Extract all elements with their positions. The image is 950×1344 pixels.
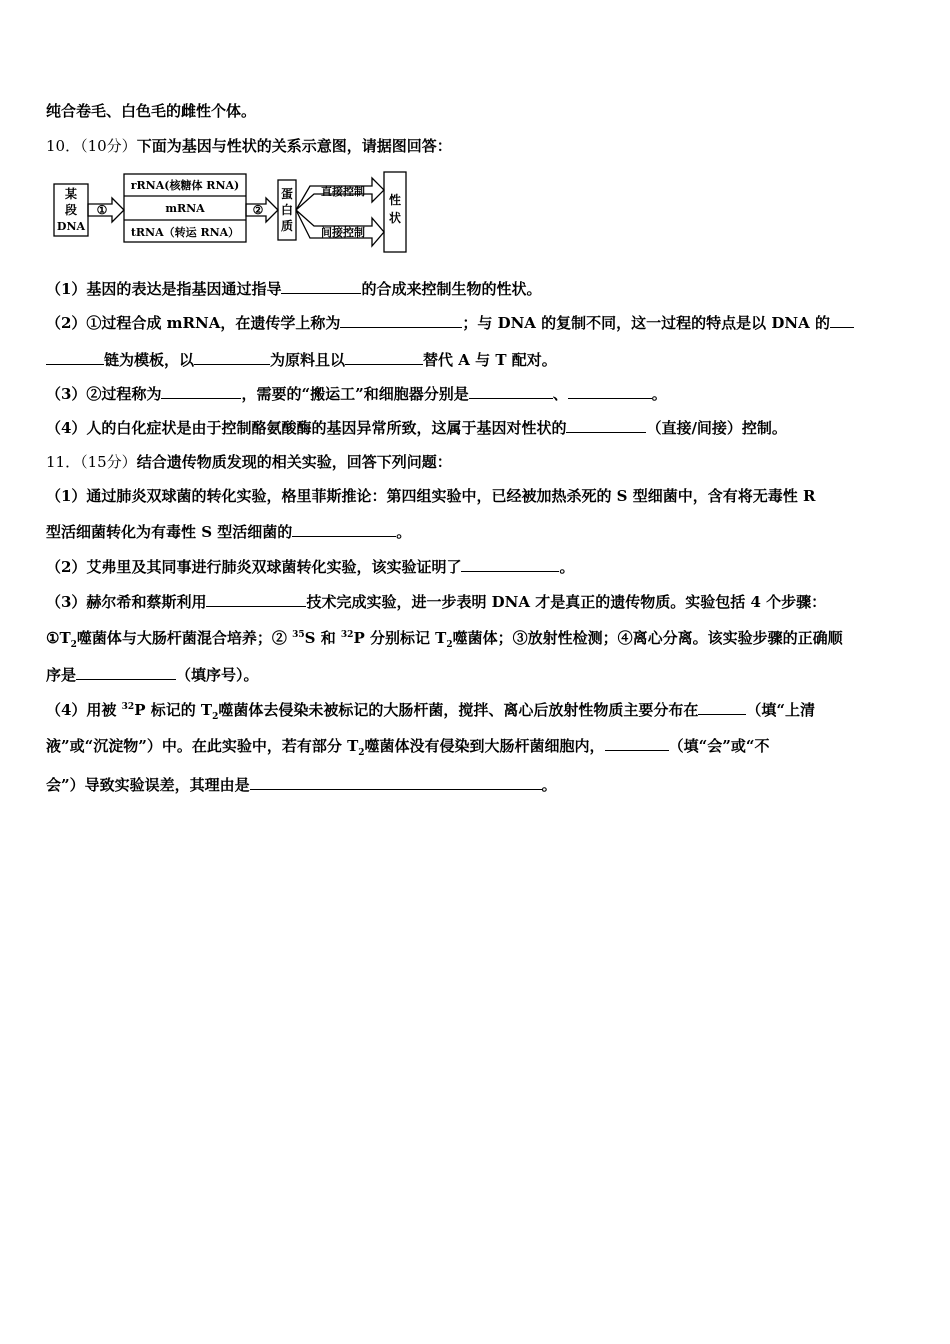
question-11-part-1-cont: 型活细菌转化为有毒性 S 型活细菌的 。 xyxy=(46,523,412,541)
rrna-label: rRNA(核糖体 RNA) xyxy=(130,179,240,192)
mrna-label: mRNA xyxy=(165,202,205,215)
question-stem: 下面为基因与性状的关系示意图，请据图回答： xyxy=(136,137,452,155)
question-11-part-4-cont: 液”或“沉淀物”）中。在此实验中，若有部分 $T_2$噬菌体没有侵染到大肠杆菌细胞内， （填“会”或“不 xyxy=(46,737,770,758)
direct-control-label: 直接控制 xyxy=(321,185,365,198)
question-11-part-3: （3）赫尔希和蔡斯利用 技术完成实验，进一步表明 DNA 才是真正的遗传物质。实验包括 4 个步骤： xyxy=(46,593,827,611)
answer-blank[interactable] xyxy=(566,418,646,433)
question-score: （15分） xyxy=(80,453,137,471)
answer-blank[interactable] xyxy=(46,350,104,365)
dna-label-2: 段 xyxy=(64,203,78,217)
question-10-part-2-cont: 链为模板，以 为原料且以 替代 A 与 T 配对。 xyxy=(46,350,557,370)
question-10-part-1: （1）基因的表达是指基因通过指导 的合成来控制生物的性状。 xyxy=(46,280,542,298)
answer-blank[interactable] xyxy=(194,350,270,365)
trait-label-2: 状 xyxy=(388,211,402,225)
question-11-part-4-cont2: 会”）导致实验误差，其理由是 。 xyxy=(46,776,557,794)
protein-label-2: 白 xyxy=(280,203,294,217)
question-11-part-3-cont: 序是 （填序号）。 xyxy=(46,666,259,684)
answer-blank[interactable] xyxy=(605,736,669,751)
protein-label-3: 质 xyxy=(280,219,294,233)
question-11-part-2: （2）艾弗里及其同事进行肺炎双球菌转化实验，该实验证明了 。 xyxy=(46,558,575,576)
question-11-part-3-steps: $①T_2$噬菌体与大肠杆菌混合培养；② $^{35}$S 和 $^{32}$P 分别标记 $T_2$噬菌体；③放射性检测；④离心分离。该实验步骤的正确顺 xyxy=(46,629,843,650)
question-11-part-4: （4）用被 $^{32}$P 标记的 $T_2$噬菌体去侵染未被标记的大肠杆菌，搅拌、离心后放射性物质主要分布在 （填“上清 xyxy=(46,701,816,722)
question-11-part-1: （1）通过肺炎双球菌的转化实验，格里菲斯推论：第四组实验中，已经被加热杀死的 S 型细菌中，含有将无毒性 R xyxy=(46,487,816,505)
answer-blank[interactable] xyxy=(206,592,306,607)
trait-label-1: 性 xyxy=(388,193,402,207)
answer-blank[interactable] xyxy=(161,384,241,399)
answer-blank[interactable] xyxy=(469,384,553,399)
question-number: 10． xyxy=(46,137,81,155)
answer-blank[interactable] xyxy=(292,522,396,537)
indirect-control-label: 间接控制 xyxy=(321,226,365,239)
answer-blank[interactable] xyxy=(830,313,854,328)
dna-label-3: DNA xyxy=(56,220,86,233)
question-11-header xyxy=(46,452,452,472)
answer-blank[interactable] xyxy=(340,313,462,328)
answer-blank[interactable] xyxy=(281,279,361,294)
answer-blank[interactable] xyxy=(76,665,176,680)
question-score: （10分） xyxy=(80,137,137,155)
gene-trait-diagram xyxy=(52,170,412,256)
answer-blank[interactable] xyxy=(345,350,423,365)
answer-blank[interactable] xyxy=(250,775,542,790)
dna-label-1: 某 xyxy=(64,187,78,201)
text-line-previous-answer: 纯合卷毛、白色毛的雌性个体。 xyxy=(46,102,257,120)
step-1-label: ① xyxy=(96,203,108,217)
question-number: 11． xyxy=(46,453,81,471)
answer-blank[interactable] xyxy=(461,557,559,572)
question-10-header xyxy=(46,136,452,156)
answer-blank[interactable] xyxy=(698,700,746,715)
answer-blank[interactable] xyxy=(568,384,652,399)
question-10-part-4: （4）人的白化症状是由于控制酪氨酸酶的基因异常所致，这属于基因对性状的 （直接/间接）控制。 xyxy=(46,419,787,437)
trna-label: tRNA（转运 RNA） xyxy=(130,226,240,239)
question-stem: 结合遗传物质发现的相关实验，回答下列问题： xyxy=(136,453,452,471)
protein-label-1: 蛋 xyxy=(280,187,294,201)
question-10-part-2: （2）①过程合成 mRNA，在遗传学上称为 ；与 DNA 的复制不同，这一过程的特点是以 DNA 的 xyxy=(46,313,854,333)
question-10-part-3: （3）②过程称为 ，需要的“搬运工”和细胞器分别是 、 。 xyxy=(46,385,667,403)
step-2-label: ② xyxy=(252,203,264,217)
